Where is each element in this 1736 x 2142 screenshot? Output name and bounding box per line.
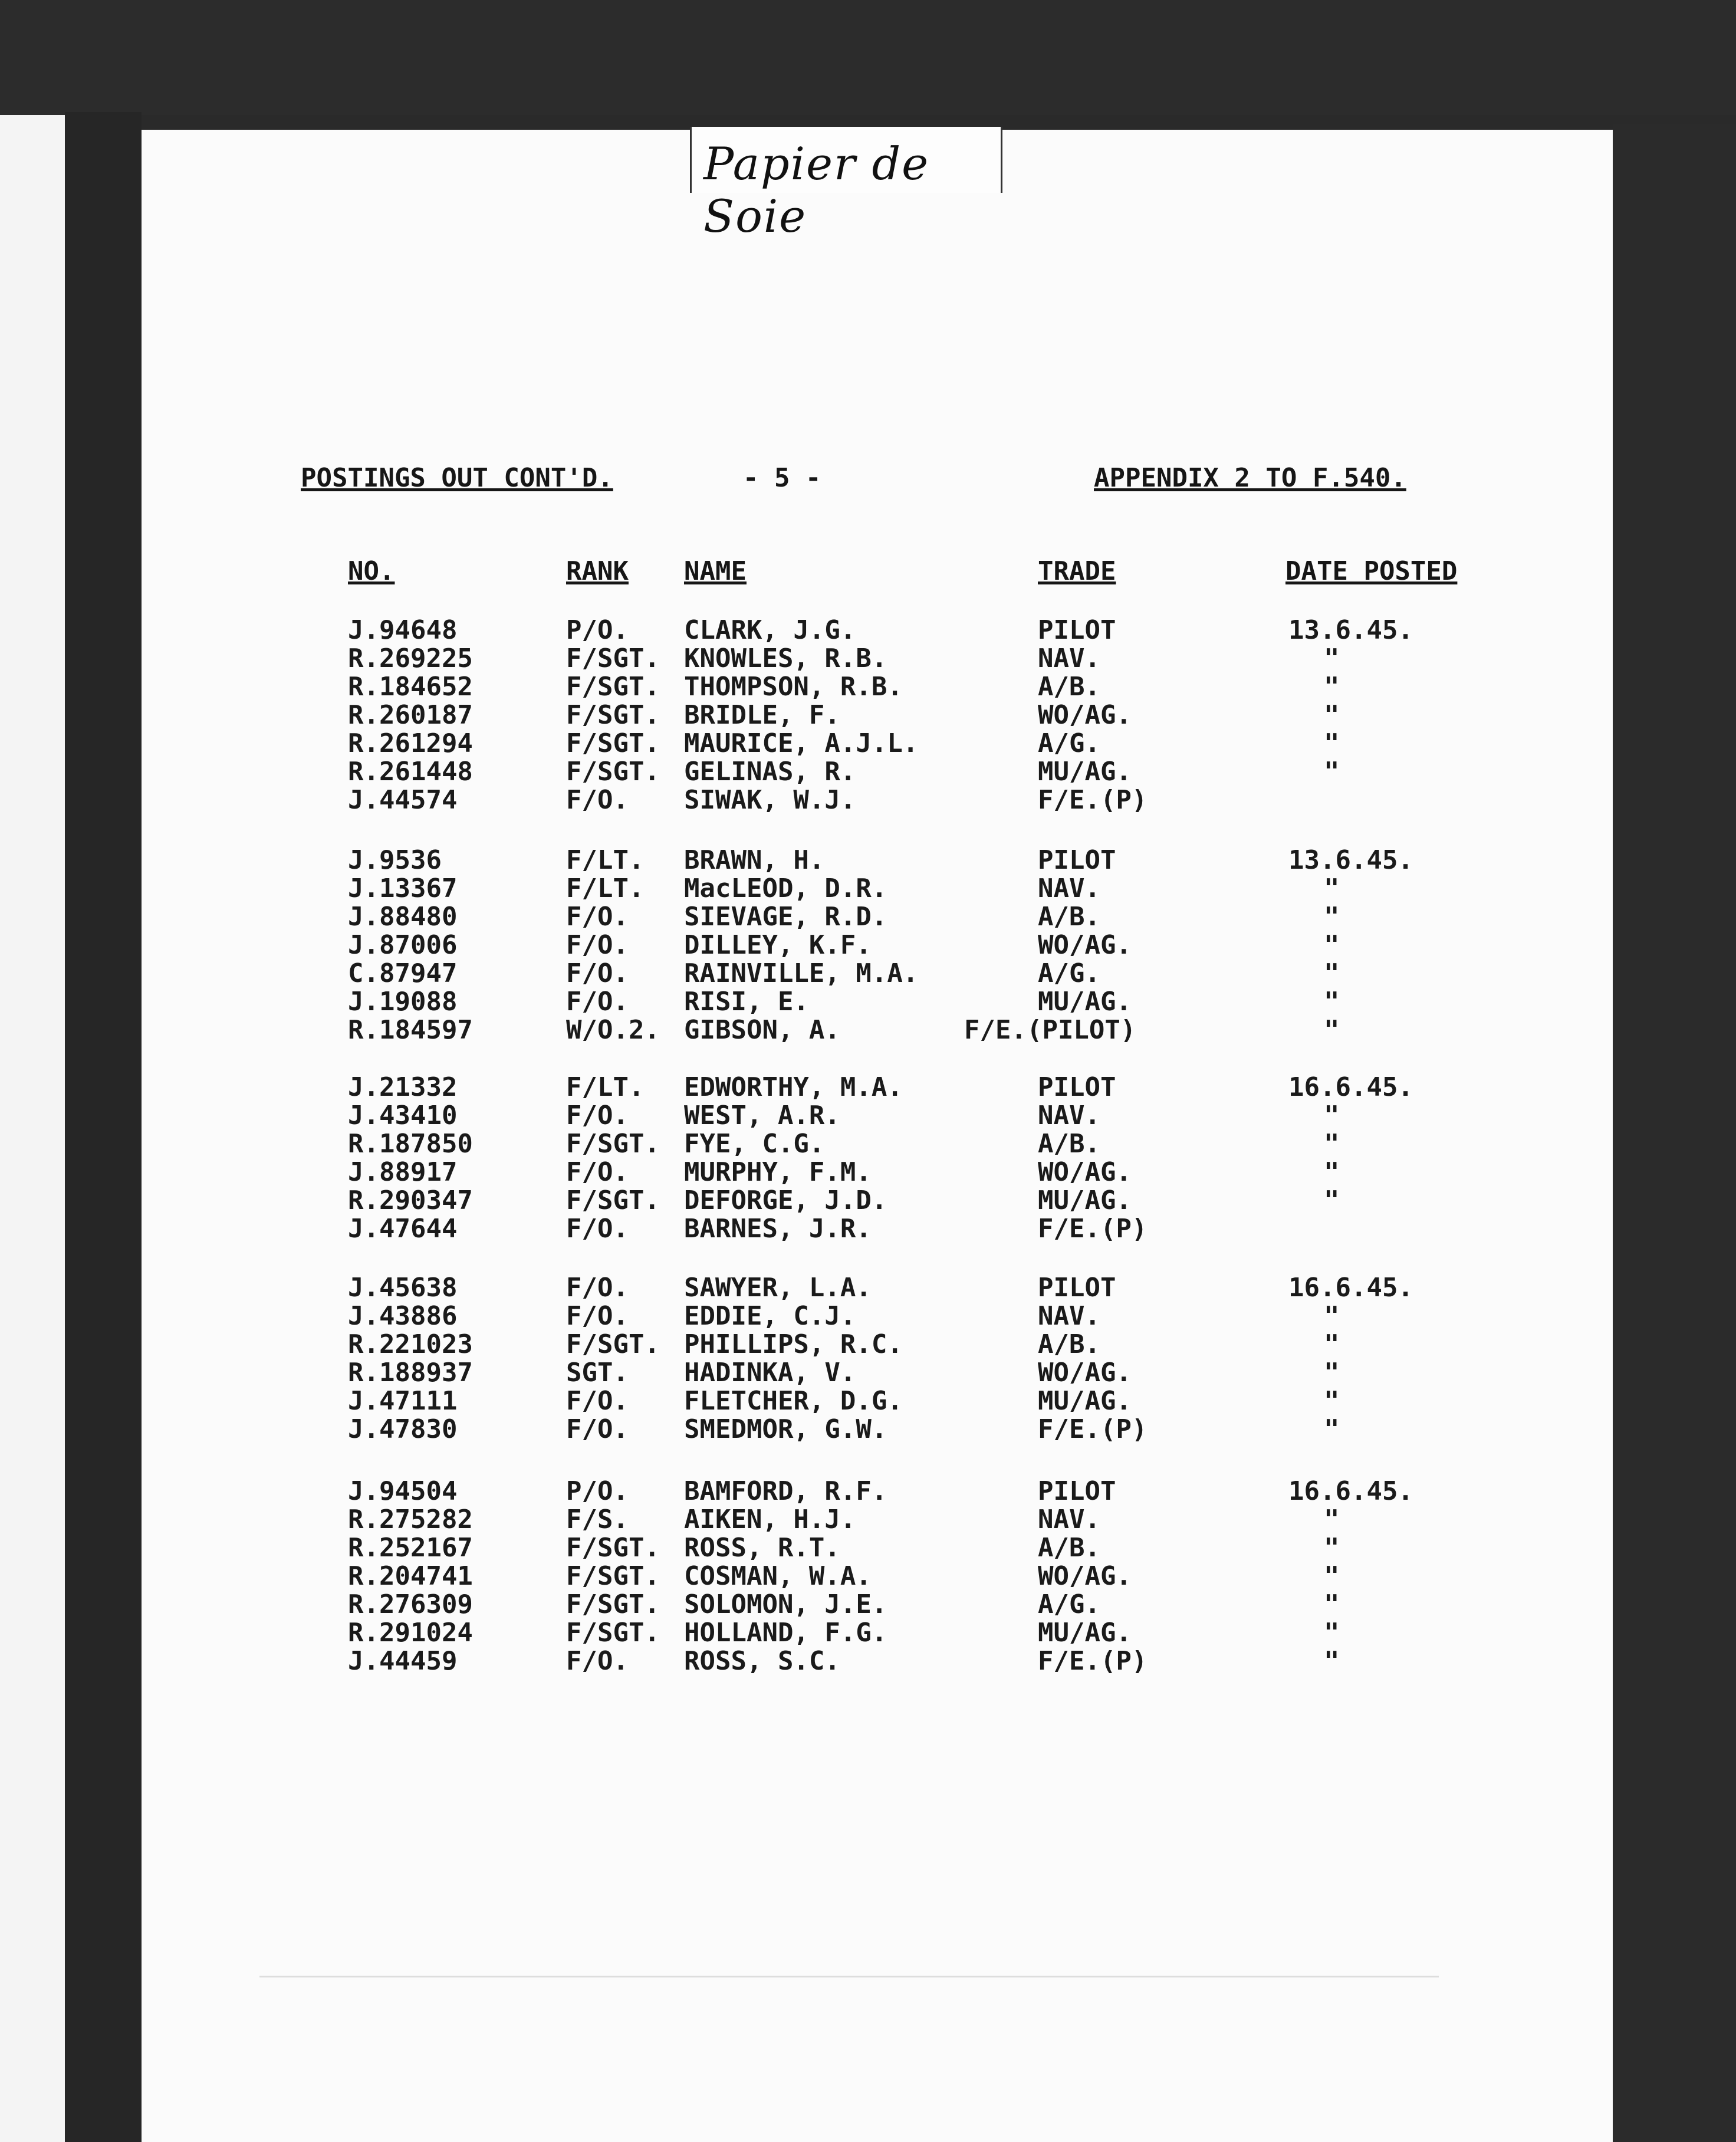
name-cell: RAINVILLE, M.A. <box>684 958 919 988</box>
trade-cell: F/E.(P) <box>1038 1646 1148 1676</box>
date-posted-cell: " <box>1324 700 1340 730</box>
rank-cell: F/SGT. <box>566 1329 660 1359</box>
appendix-title: APPENDIX 2 TO F.540. <box>1094 463 1406 493</box>
column-header-trade: TRADE <box>1038 556 1116 586</box>
trade-cell: A/G. <box>1038 958 1100 988</box>
name-cell: DILLEY, K.F. <box>684 930 872 960</box>
trade-cell: MU/AG. <box>1038 1185 1132 1215</box>
name-cell: RISI, E. <box>684 987 809 1017</box>
page-number: - 5 - <box>743 463 821 493</box>
date-posted-cell: " <box>1324 1533 1340 1563</box>
trade-cell: F/E.(P) <box>1038 1414 1148 1444</box>
name-cell: SAWYER, L.A. <box>684 1273 872 1303</box>
date-posted-cell: " <box>1324 672 1340 702</box>
rank-cell: P/O. <box>566 1476 629 1506</box>
trade-cell: PILOT <box>1038 615 1116 645</box>
name-cell: EDDIE, C.J. <box>684 1301 856 1331</box>
rank-cell: F/SGT. <box>566 1129 660 1159</box>
name-cell: MacLEOD, D.R. <box>684 873 887 904</box>
name-cell: GELINAS, R. <box>684 757 856 787</box>
trade-cell: NAV. <box>1038 1100 1100 1131</box>
service-number-cell: J.9536 <box>348 845 442 875</box>
trade-cell: F/E.(P) <box>1038 1214 1148 1244</box>
service-number-cell: J.88480 <box>348 902 458 932</box>
service-number-cell: J.43410 <box>348 1100 458 1131</box>
rank-cell: F/O. <box>566 987 629 1017</box>
name-cell: MURPHY, F.M. <box>684 1157 872 1187</box>
trade-cell: MU/AG. <box>1038 1618 1132 1648</box>
scan-frame-top <box>0 0 1736 115</box>
name-cell: GIBSON, A. <box>684 1015 840 1045</box>
date-posted-cell: " <box>1324 930 1340 960</box>
name-cell: FYE, C.G. <box>684 1129 825 1159</box>
date-posted-cell: " <box>1324 1100 1340 1131</box>
column-header-no: NO. <box>348 556 395 586</box>
trade-cell: NAV. <box>1038 1504 1100 1535</box>
rank-cell: F/O. <box>566 1646 629 1676</box>
service-number-cell: J.47830 <box>348 1414 458 1444</box>
date-posted-cell: " <box>1324 1329 1340 1359</box>
name-cell: SIEVAGE, R.D. <box>684 902 887 932</box>
date-posted-cell: " <box>1324 873 1340 904</box>
name-cell: THOMPSON, R.B. <box>684 672 903 702</box>
annotation-text: Papier de Soie <box>703 137 930 242</box>
trade-cell: A/B. <box>1038 1129 1100 1159</box>
rank-cell: F/O. <box>566 785 629 815</box>
date-posted-cell: 16.6.45. <box>1288 1072 1413 1102</box>
trade-cell: NAV. <box>1038 873 1100 904</box>
name-cell: ROSS, R.T. <box>684 1533 840 1563</box>
scan-edge-left <box>65 112 142 2142</box>
rank-cell: F/SGT. <box>566 728 660 758</box>
name-cell: BARNES, J.R. <box>684 1214 872 1244</box>
date-posted-cell: " <box>1324 1358 1340 1388</box>
rank-cell: F/S. <box>566 1504 629 1535</box>
service-number-cell: R.261448 <box>348 757 473 787</box>
scan-edge-right <box>1613 124 1736 2142</box>
name-cell: BRAWN, H. <box>684 845 825 875</box>
service-number-cell: R.187850 <box>348 1129 473 1159</box>
name-cell: CLARK, J.G. <box>684 615 856 645</box>
name-cell: MAURICE, A.J.L. <box>684 728 919 758</box>
service-number-cell: R.252167 <box>348 1533 473 1563</box>
rank-cell: F/SGT. <box>566 1618 660 1648</box>
date-posted-cell: " <box>1324 1015 1340 1045</box>
rank-cell: F/O. <box>566 1386 629 1416</box>
paper-label <box>690 127 1002 242</box>
name-cell: FLETCHER, D.G. <box>684 1386 903 1416</box>
service-number-cell: R.275282 <box>348 1504 473 1535</box>
service-number-cell: R.291024 <box>348 1618 473 1648</box>
service-number-cell: R.261294 <box>348 728 473 758</box>
trade-cell: PILOT <box>1038 845 1116 875</box>
name-cell: HOLLAND, F.G. <box>684 1618 887 1648</box>
name-cell: HADINKA, V. <box>684 1358 856 1388</box>
name-cell: DEFORGE, J.D. <box>684 1185 887 1215</box>
column-header-date: DATE POSTED <box>1285 556 1458 586</box>
rank-cell: F/SGT. <box>566 1589 660 1619</box>
date-posted-cell: 16.6.45. <box>1288 1273 1413 1303</box>
rank-cell: F/SGT. <box>566 1561 660 1591</box>
service-number-cell: J.94648 <box>348 615 458 645</box>
trade-cell: WO/AG. <box>1038 1157 1132 1187</box>
rank-cell: F/LT. <box>566 1072 645 1102</box>
service-number-cell: R.221023 <box>348 1329 473 1359</box>
name-cell: SOLOMON, J.E. <box>684 1589 887 1619</box>
trade-cell: A/B. <box>1038 672 1100 702</box>
rank-cell: F/O. <box>566 1214 629 1244</box>
service-number-cell: R.184652 <box>348 672 473 702</box>
date-posted-cell: " <box>1324 1185 1340 1215</box>
rank-cell: F/LT. <box>566 845 645 875</box>
rank-cell: W/O.2. <box>566 1015 660 1045</box>
rank-cell: F/O. <box>566 1157 629 1187</box>
service-number-cell: J.47644 <box>348 1214 458 1244</box>
date-posted-cell: " <box>1324 1618 1340 1648</box>
trade-cell: WO/AG. <box>1038 1561 1132 1591</box>
rank-cell: P/O. <box>566 615 629 645</box>
name-cell: WEST, A.R. <box>684 1100 840 1131</box>
date-posted-cell: " <box>1324 1386 1340 1416</box>
date-posted-cell: " <box>1324 1129 1340 1159</box>
date-posted-cell: " <box>1324 1504 1340 1535</box>
column-header-name: NAME <box>684 556 747 586</box>
name-cell: SIWAK, W.J. <box>684 785 856 815</box>
trade-cell: MU/AG. <box>1038 757 1132 787</box>
date-posted-cell: " <box>1324 1157 1340 1187</box>
trade-cell: PILOT <box>1038 1273 1116 1303</box>
rank-cell: F/SGT. <box>566 643 660 674</box>
date-posted-cell: 13.6.45. <box>1288 845 1413 875</box>
scan-line <box>259 1976 1439 1977</box>
date-posted-cell: " <box>1324 1561 1340 1591</box>
service-number-cell: J.19088 <box>348 987 458 1017</box>
rank-cell: F/SGT. <box>566 672 660 702</box>
date-posted-cell: " <box>1324 728 1340 758</box>
name-cell: AIKEN, H.J. <box>684 1504 856 1535</box>
date-posted-cell: " <box>1324 1414 1340 1444</box>
name-cell: BAMFORD, R.F. <box>684 1476 887 1506</box>
trade-cell: A/B. <box>1038 1533 1100 1563</box>
trade-cell: PILOT <box>1038 1072 1116 1102</box>
service-number-cell: R.184597 <box>348 1015 473 1045</box>
service-number-cell: J.44459 <box>348 1646 458 1676</box>
trade-cell: PILOT <box>1038 1476 1116 1506</box>
rank-cell: F/O. <box>566 1301 629 1331</box>
date-posted-cell: 16.6.45. <box>1288 1476 1413 1506</box>
service-number-cell: R.290347 <box>348 1185 473 1215</box>
service-number-cell: J.94504 <box>348 1476 458 1506</box>
rank-cell: F/O. <box>566 958 629 988</box>
date-posted-cell: " <box>1324 1646 1340 1676</box>
rank-cell: F/O. <box>566 1414 629 1444</box>
date-posted-cell: " <box>1324 643 1340 674</box>
service-number-cell: R.204741 <box>348 1561 473 1591</box>
service-number-cell: J.87006 <box>348 930 458 960</box>
trade-cell: WO/AG. <box>1038 1358 1132 1388</box>
service-number-cell: C.87947 <box>348 958 458 988</box>
name-cell: COSMAN, W.A. <box>684 1561 872 1591</box>
date-posted-cell: " <box>1324 1301 1340 1331</box>
name-cell: EDWORTHY, M.A. <box>684 1072 903 1102</box>
rank-cell: F/SGT. <box>566 700 660 730</box>
date-posted-cell: 13.6.45. <box>1288 615 1413 645</box>
trade-cell: A/B. <box>1038 902 1100 932</box>
service-number-cell: J.13367 <box>348 873 458 904</box>
rank-cell: F/LT. <box>566 873 645 904</box>
trade-cell: WO/AG. <box>1038 700 1132 730</box>
rank-cell: F/O. <box>566 902 629 932</box>
name-cell: BRIDLE, F. <box>684 700 840 730</box>
trade-cell: WO/AG. <box>1038 930 1132 960</box>
service-number-cell: J.47111 <box>348 1386 458 1416</box>
service-number-cell: J.88917 <box>348 1157 458 1187</box>
date-posted-cell: " <box>1324 1589 1340 1619</box>
service-number-cell: J.43886 <box>348 1301 458 1331</box>
trade-cell: NAV. <box>1038 643 1100 674</box>
section-title: POSTINGS OUT CONT'D. <box>301 463 613 493</box>
name-cell: KNOWLES, R.B. <box>684 643 887 674</box>
service-number-cell: J.44574 <box>348 785 458 815</box>
date-posted-cell: " <box>1324 757 1340 787</box>
trade-cell: F/E.(PILOT) <box>964 1015 1136 1045</box>
service-number-cell: R.276309 <box>348 1589 473 1619</box>
service-number-cell: J.45638 <box>348 1273 458 1303</box>
rank-cell: F/O. <box>566 930 629 960</box>
date-posted-cell: " <box>1324 902 1340 932</box>
name-cell: ROSS, S.C. <box>684 1646 840 1676</box>
trade-cell: MU/AG. <box>1038 1386 1132 1416</box>
trade-cell: A/B. <box>1038 1329 1100 1359</box>
trade-cell: A/G. <box>1038 728 1100 758</box>
rank-cell: F/O. <box>566 1273 629 1303</box>
rank-cell: F/O. <box>566 1100 629 1131</box>
date-posted-cell: " <box>1324 958 1340 988</box>
scan-frame-left <box>0 115 65 2142</box>
service-number-cell: J.21332 <box>348 1072 458 1102</box>
service-number-cell: R.269225 <box>348 643 473 674</box>
column-header-rank: RANK <box>566 556 629 586</box>
rank-cell: F/SGT. <box>566 1185 660 1215</box>
name-cell: SMEDMOR, G.W. <box>684 1414 887 1444</box>
name-cell: PHILLIPS, R.C. <box>684 1329 903 1359</box>
service-number-cell: R.188937 <box>348 1358 473 1388</box>
trade-cell: A/G. <box>1038 1589 1100 1619</box>
rank-cell: SGT. <box>566 1358 629 1388</box>
trade-cell: NAV. <box>1038 1301 1100 1331</box>
date-posted-cell: " <box>1324 987 1340 1017</box>
trade-cell: MU/AG. <box>1038 987 1132 1017</box>
trade-cell: F/E.(P) <box>1038 785 1148 815</box>
rank-cell: F/SGT. <box>566 1533 660 1563</box>
service-number-cell: R.260187 <box>348 700 473 730</box>
rank-cell: F/SGT. <box>566 757 660 787</box>
